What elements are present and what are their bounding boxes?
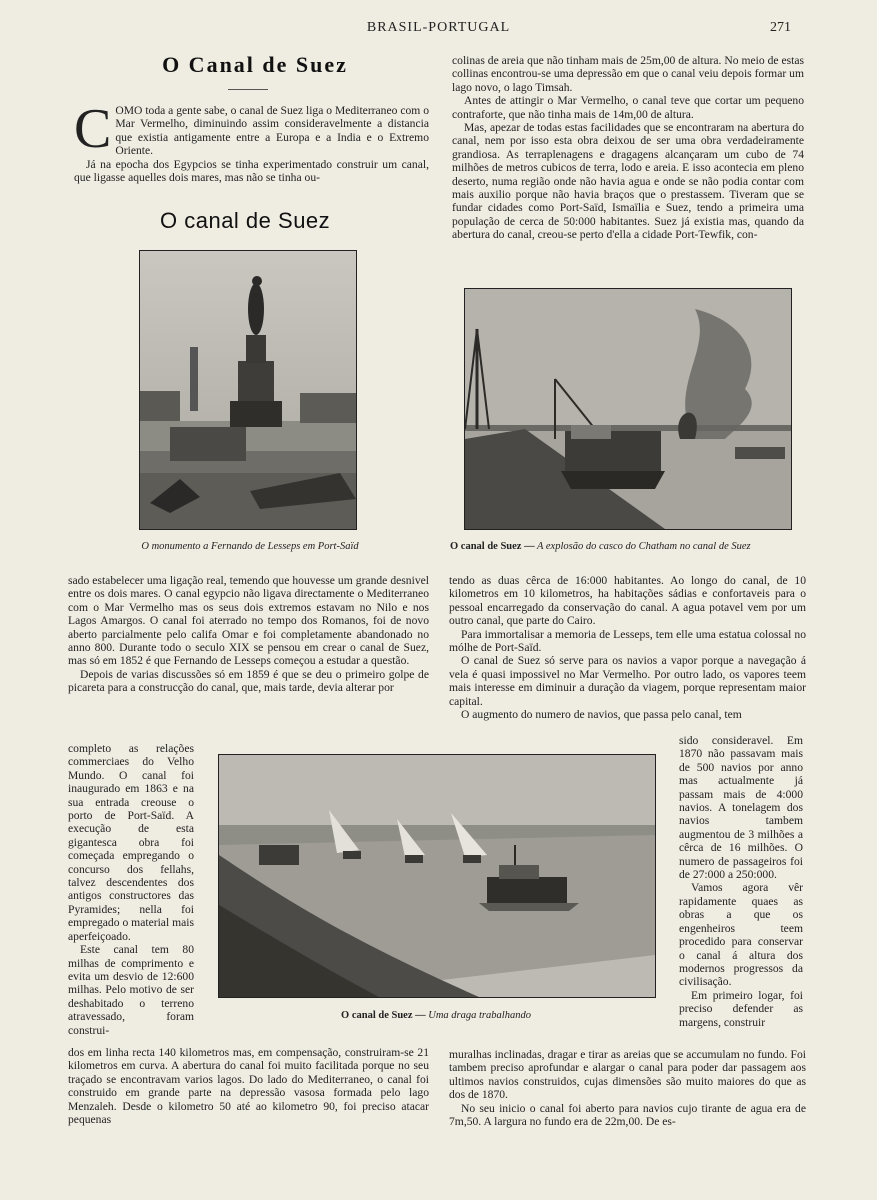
right-narrow-paragraph-2: Vamos agora vêr rapidamente quaes as obras a que os engenheiros teem procedido para conservar o canal á altura dos modernos progressos da civilisação. <box>679 881 803 989</box>
caption-figure-1: O monumento a Fernando de Lesseps em Port-Saïd <box>141 541 359 552</box>
right-middle-paragraph-1: tendo as duas cêrca de 16:000 habitantes. Ao longo do canal, de 10 kilometros em 10 kilometros, ha habitações sádias e confortaveis para o pessoal encarregado da conservação do canal. A agua potavel vem por um outro canal, que parte do Cairo. <box>449 574 806 628</box>
right-top-paragraph-1: colinas de areia que não tinham mais de 25m,00 de altura. No meio de estas collinas encontrou-se uma depressão em que o canal veiu depois formar um lago novo, o lago Timsah. <box>452 54 804 94</box>
left-narrow-paragraph-1: completo as relações commerciaes do Velho Mundo. O canal foi inaugurado em 1863 e na sua entrada creouse o porto de Port-Saïd. A execução de esta gigantesca obra foi começada empregando o concurso dos fellahs, talvez descendentes dos antigos constructores das Pyramides; nella foi empregado o material mais aperfeiçoado. <box>68 742 194 943</box>
article-subtitle: O canal de Suez <box>160 208 331 233</box>
intro-column <box>74 98 429 185</box>
article-rubric: O Canal de Suez <box>162 52 348 77</box>
running-header: BRASIL-PORTUGAL <box>366 20 511 35</box>
right-middle-paragraph-3: O canal de Suez só serve para os navios a vapor porque a navegação á vela é quasi impossivel no Mar Vermelho. Por outro lado, os vapores teem mais interesse em diminuir a duração da viagem, porque representam maior capital. <box>449 654 806 708</box>
right-top-paragraph-2: Antes de attingir o Mar Vermelho, o canal teve que cortar um pequeno contraforte, que não tinha mais de 14m,00 de altura. <box>452 94 804 121</box>
left-narrow-column <box>68 742 194 1037</box>
caption-figure-2 <box>450 541 810 552</box>
right-narrow-paragraph-1: sido consideravel. Em 1870 não passavam mais de 500 navios por anno mas actualmente já passam mais de 4:000 navios. A tonelagem dos navios tambem augmentou de 3 milhões a cêrca de 16 milhões. O numero de passageiros foi de 27:000 a 250:000. <box>679 734 803 882</box>
right-bottom-paragraph-1: muralhas inclinadas, dragar e tirar as areias que se accumulam no fundo. Foi tambem preciso aprofundar e alargar o canal para poder dar passagem aos ultimos navios construidos, cujas dimensões são muito maiores do que as dos de 1870. <box>449 1048 806 1102</box>
left-middle-paragraph-1: sado estabelecer uma ligação real, temendo que houvesse um grande desnivel entre os dois mares. O canal egypcio não ligava directamente o Mediterraneo com o Mar Vermelho mas os seus dois extremos estavam no Nilo e nos Lagos Amargos. O canal foi aterrado no tempo dos Romanos, foi de novo aberto parcialmente pelo califa Omar e foi completamente abandonado no anno 800. Durante todo o seculo XIX se pensou em crear o canal de Suez, mas só em 1852 é que Fernando de Lesseps começou a estudar a questão. <box>68 574 429 668</box>
left-bottom-paragraph: dos em linha recta 140 kilometros mas, em compensação, construiram-se 21 kilometros em curva. A abertura do canal foi muito facilitada porque no seu traçado se encontravam varios lagos. Do lado do Mediterraneo, o canal foi construido em grande parte na depressão vasosa formada pelo lago Menzaleh. Desde o kilometro 50 até ao kilometro 90, foi preciso atacar pequenas <box>68 1046 429 1127</box>
left-bottom-column <box>68 1046 429 1126</box>
page-number: 271 <box>770 20 791 35</box>
photo-chatham-explosion <box>464 288 792 530</box>
dredge-illustration <box>219 755 655 997</box>
right-middle-paragraph-4: O augmento do numero de navios, que passa pelo canal, tem <box>461 708 742 722</box>
right-middle-column <box>449 574 806 721</box>
caption-figure-3-label: O canal de Suez — <box>341 1010 426 1021</box>
caption-figure-2-text: A explosão do casco do Chatham no canal de Suez <box>537 541 751 552</box>
caption-figure-3 <box>218 1010 654 1021</box>
right-bottom-column <box>449 1048 806 1128</box>
title-rule <box>228 89 268 90</box>
intro-paragraph-2: Já na epocha dos Egypcios se tinha experimentado construir um canal, que ligasse aquelles dois mares, mas não se tinha ou- <box>74 157 429 185</box>
right-narrow-paragraph-3: Em primeiro logar, foi preciso defender as margens, construir <box>679 988 803 1029</box>
caption-figure-2-label: O canal de Suez — <box>450 541 535 552</box>
intro-paragraph-1: OMO toda a gente sabe, o canal de Suez liga o Mediterraneo com o Mar Vermelho, diminuindo assim consideravelmente a distancia que existia antigamente entre a Europa e a India e o Extremo Oriente. <box>115 104 429 158</box>
right-narrow-column <box>679 734 803 1029</box>
left-middle-column <box>68 574 429 695</box>
right-top-column <box>452 54 804 242</box>
right-bottom-paragraph-2: No seu inicio o canal foi aberto para navios cujo tirante de agua era de 7m,50. A largura no fundo era de 22m,00. De es- <box>449 1101 806 1129</box>
right-top-paragraph-3: Mas, apezar de todas estas facilidades que se encontraram na abertura do canal, nem por isso esta obra deixou de ser uma obra verdadeiramente grandiosa. As terraplenagens e dragagens alcançaram um cubo de 74 milhões de metros cubicos de terra, lodo e areia. E isso acontecia em pleno deserto, numa região onde não havia agua e onde se não podia contar com mais auxilio porque não havia braços que o prestassem. Tiveram que se fundar cidades como Port-Saïd, Ismaïlia e Suez, tendo a primeira uma população de cerca de 50:000 habitantes. Suez já existia mas, quando da abertura do canal, creou-se perto d'ella a cidade Port-Tewfik, con- <box>452 121 804 242</box>
left-narrow-paragraph-2: Este canal tem 80 milhas de comprimento e evita um desvio de 12:600 milhas. Pelo motivo de ser deshabitado o terreno atravessado, foram construi- <box>68 943 194 1037</box>
explosion-illustration <box>465 289 791 529</box>
caption-figure-3-text: Uma draga trabalhando <box>428 1010 531 1021</box>
right-middle-paragraph-2: Para immortalisar a memoria de Lesseps, tem elle uma estatua colossal no mólhe de Port-Saïd. <box>449 627 806 655</box>
photo-dredge-working <box>218 754 656 998</box>
left-middle-paragraph-2: Depois de varias discussões só em 1859 é que se deu o primeiro golpe de picareta para a construcção do canal, que, mais tarde, devia alterar por <box>68 667 429 695</box>
monument-illustration <box>140 251 356 529</box>
photo-lesseps-monument <box>139 250 357 530</box>
drop-cap: C <box>74 98 112 160</box>
